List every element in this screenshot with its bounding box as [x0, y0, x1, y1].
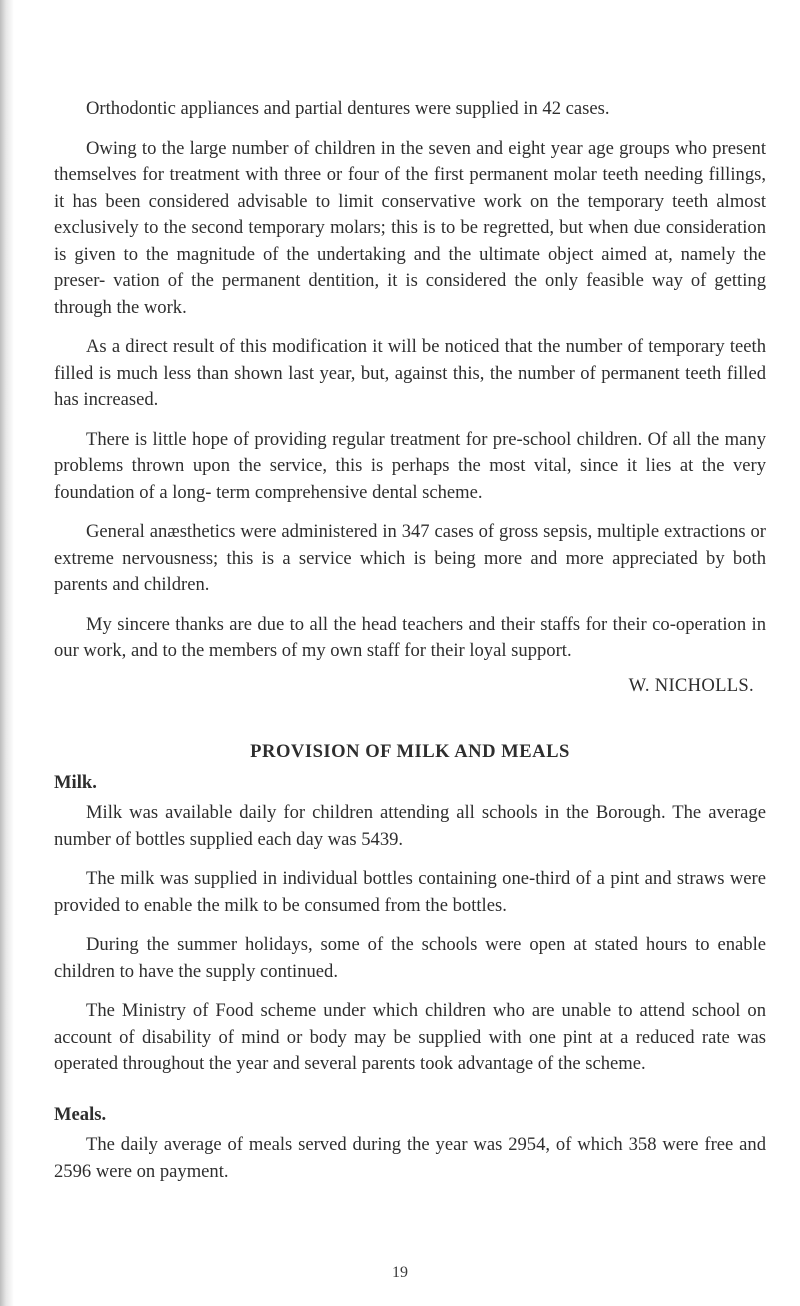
paragraph-orthodontic: Orthodontic appliances and partial dentures were supplied in 42 cases.: [86, 98, 610, 119]
meals-heading: Meals.: [54, 1103, 107, 1125]
page-edge-shadow: [0, 0, 14, 1306]
milk-paragraph-availability: Milk was available daily for children attending all schools in the Borough. The average number of bottles supplied each day was 5439.: [54, 802, 766, 850]
milk-paragraph-bottles: The milk was supplied in individual bottles containing one-third of a pint and straws were provided to enable the milk to be consumed from the bottles.: [54, 868, 766, 916]
signature: W. NICHOLLS.: [628, 674, 754, 696]
document-page: [54, 96, 766, 1185]
paragraph-modification-result: As a direct result of this modification it will be noticed that the number of temporary teeth filled is much less than shown last year, but, against this, the number of permanent teeth filled has increased.: [54, 336, 766, 410]
paragraph-conservative-work: Owing to the large number of children in the seven and eight year age groups who present themselves for treatment with three or four of the first permanent molar teeth needing fillings, it has been considered advisable to limit conservative work on the temporary teeth almost exclusively to the second temporary molars; this is to be regretted, but when due consideration is given to the magnitude of the undertaking and the ultimate object aimed at, namely the preser- vation of the permanent dentition, it is considered the only feasible way of getting through the work.: [54, 137, 766, 318]
page-number: 19: [392, 1264, 408, 1281]
milk-paragraph-ministry-scheme: The Ministry of Food scheme under which children who are unable to attend school on account of disability of mind or body may be supplied with one pint at a reduced rate was operated throughout the year and several parents took advantage of the scheme.: [54, 1000, 766, 1074]
paragraph-anaesthetics: General anæsthetics were administered in 347 cases of gross sepsis, multiple extractions or extreme nervousness; this is a service which is being more and more appreciated by both parents and children.: [54, 521, 766, 595]
paragraph-thanks: My sincere thanks are due to all the head teachers and their staffs for their co-operation in our work, and to the members of my own staff for their loyal support.: [54, 613, 766, 661]
section-heading: PROVISION OF MILK AND MEALS: [250, 741, 570, 762]
milk-paragraph-holidays: During the summer holidays, some of the schools were open at stated hours to enable children to have the supply continued.: [54, 934, 766, 982]
meals-paragraph-average: The daily average of meals served during the year was 2954, of which 358 were free and 2596 were on payment.: [54, 1134, 766, 1182]
milk-heading: Milk.: [54, 771, 97, 793]
paragraph-pre-school: There is little hope of providing regular treatment for pre-school children. Of all the many problems thrown upon the service, this is perhaps the most vital, since it lies at the very foundation of a long- term comprehensive dental scheme.: [54, 428, 766, 503]
